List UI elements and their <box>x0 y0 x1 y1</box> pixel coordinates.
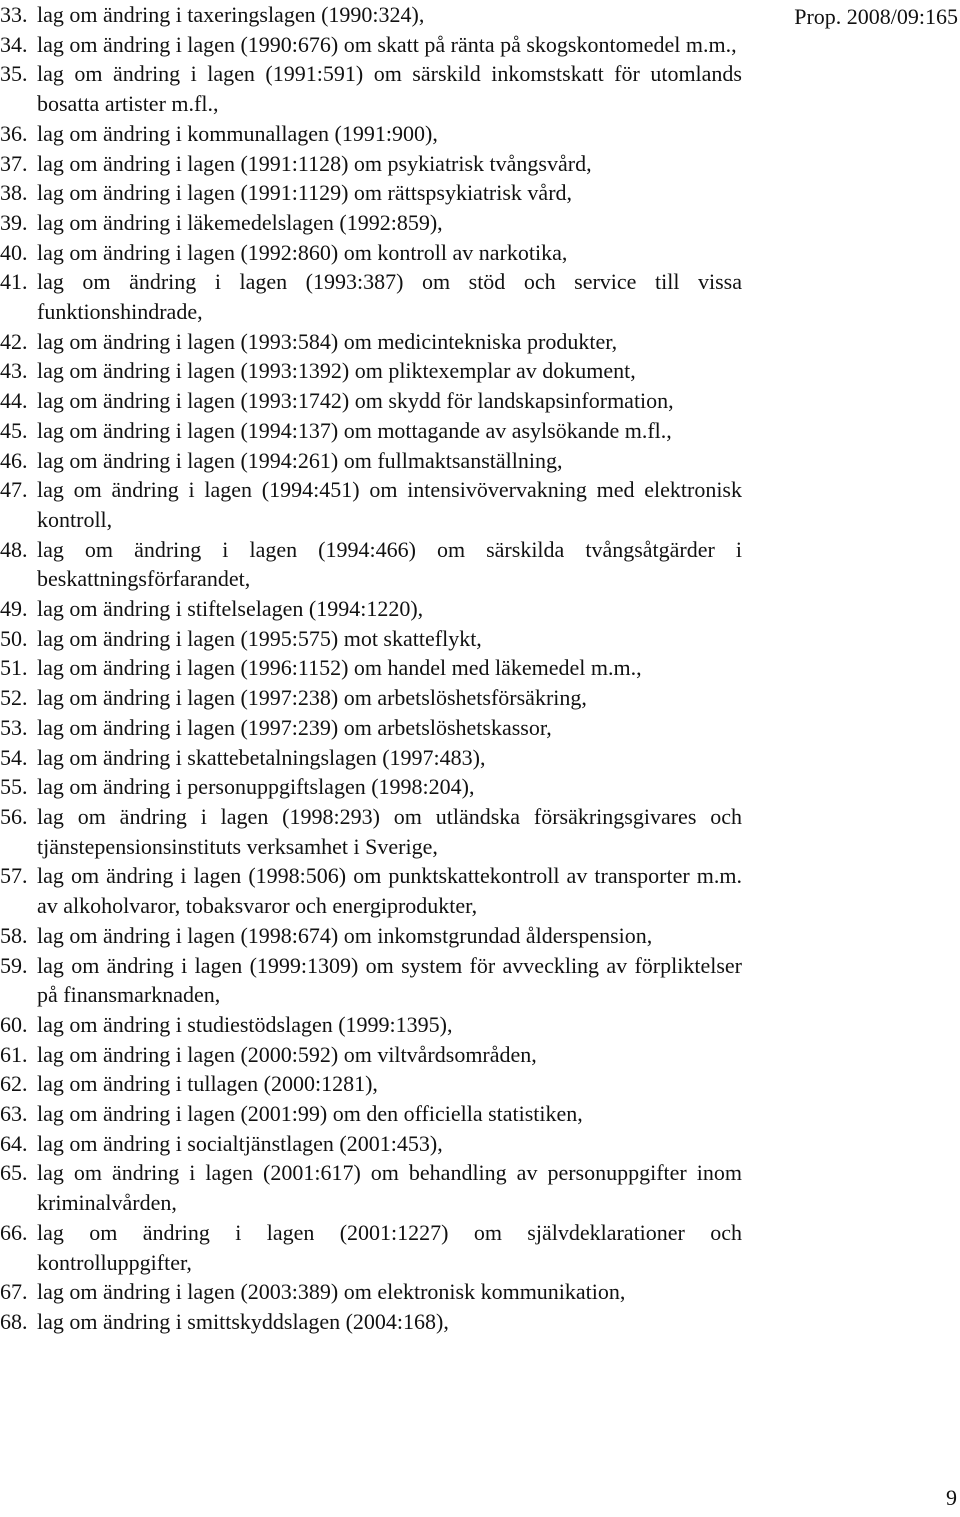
item-text: lag om ändring i lagen (1993:387) om stöd och service till vissa funktionshindrade, <box>37 269 742 325</box>
item-text: lag om ändring i lagen (1993:1392) om pliktexemplar av dokument, <box>37 358 636 384</box>
list-item <box>0 149 742 179</box>
item-number: 33. <box>0 2 28 27</box>
item-number: 59. <box>0 952 28 978</box>
item-number: 46. <box>0 447 28 473</box>
item-text: lag om ändring i lagen (1994:466) om särskilda tvångsåtgärder i beskattningsförfarandet, <box>37 536 742 592</box>
list-item <box>0 772 742 802</box>
item-number: 55. <box>0 774 28 800</box>
list-item <box>0 386 742 416</box>
list-item <box>0 475 742 534</box>
list-item <box>0 238 742 268</box>
item-text: lag om ändring i lagen (1993:1742) om skydd för landskapsinformation, <box>37 388 674 414</box>
item-text: lag om ändring i lagen (1998:674) om inkomstgrundad ålderspension, <box>37 922 653 948</box>
item-number: 50. <box>0 625 28 651</box>
list-item <box>0 624 742 654</box>
item-text: lag om ändring i lagen (1998:506) om punktskattekontroll av transporter m.m. av alkoholvaror, tobaksvaror och energiprodukter, <box>37 863 742 919</box>
list-item <box>0 861 742 920</box>
item-text: lag om ändring i lagen (2001:1227) om självdeklarationer och kontrolluppgifter, <box>37 1219 742 1275</box>
item-text: lag om ändring i lagen (2003:389) om elektronisk kommunikation, <box>37 1279 626 1305</box>
item-text: lag om ändring i lagen (1996:1152) om handel med läkemedel m.m., <box>37 655 642 681</box>
item-number: 49. <box>0 596 28 622</box>
list-item <box>0 178 742 208</box>
list-item <box>0 416 742 446</box>
item-text: lag om ändring i lagen (1990:676) om skatt på ränta på skogskontomedel m.m., <box>37 31 737 57</box>
item-number: 62. <box>0 1071 28 1097</box>
item-text: lag om ändring i lagen (1994:261) om fullmaktsanställning, <box>37 447 563 473</box>
item-text: lag om ändring i socialtjänstlagen (2001:453), <box>37 1130 443 1156</box>
item-text: lag om ändring i lagen (1995:575) mot skatteflykt, <box>37 625 482 651</box>
list-item <box>0 713 742 743</box>
list-item <box>0 1277 742 1307</box>
list-item <box>0 594 742 624</box>
list-item <box>0 1010 742 1040</box>
item-text: lag om ändring i lagen (1994:137) om mottagande av asylsökande m.fl., <box>37 417 672 443</box>
item-text: lag om ändring i tullagen (2000:1281), <box>37 1071 378 1097</box>
list-item <box>0 327 742 357</box>
list-item <box>0 208 742 238</box>
item-number: 38. <box>0 180 28 206</box>
item-number: 64. <box>0 1130 28 1156</box>
item-number: 48. <box>0 536 28 562</box>
item-text: lag om ändring i taxeringslagen (1990:324), <box>37 2 425 27</box>
list-item <box>0 921 742 951</box>
list-item <box>0 683 742 713</box>
item-text: lag om ändring i lagen (1997:239) om arbetslöshetskassor, <box>37 714 552 740</box>
item-number: 44. <box>0 388 28 414</box>
item-text: lag om ändring i lagen (1997:238) om arbetslöshetsförsäkring, <box>37 685 587 711</box>
list-item <box>0 119 742 149</box>
item-text: lag om ändring i skattebetalningslagen (1997:483), <box>37 744 486 770</box>
list-item <box>0 0 742 30</box>
list-item <box>0 267 742 326</box>
list-item <box>0 743 742 773</box>
list-item <box>0 1158 742 1217</box>
item-number: 67. <box>0 1279 28 1305</box>
item-text: lag om ändring i lagen (1994:451) om intensivövervakning med elektronisk kontroll, <box>37 477 742 532</box>
list-item <box>0 535 742 594</box>
item-text: lag om ändring i läkemedelslagen (1992:859), <box>37 209 443 235</box>
item-number: 42. <box>0 328 28 354</box>
item-text: lag om ändring i lagen (1992:860) om kontroll av narkotika, <box>37 239 568 265</box>
item-number: 45. <box>0 417 28 443</box>
item-number: 34. <box>0 31 28 57</box>
item-text: lag om ändring i lagen (2000:592) om viltvårdsområden, <box>37 1041 537 1067</box>
item-text: lag om ändring i lagen (1991:1129) om rättspsykiatrisk vård, <box>37 180 573 206</box>
item-text: lag om ändring i lagen (1991:591) om särskild inkomstskatt för utomlands bosatta artister m.fl., <box>37 61 742 117</box>
item-number: 37. <box>0 150 28 176</box>
item-number: 53. <box>0 714 28 740</box>
item-text: lag om ändring i lagen (1998:293) om utländska försäkringsgivares och tjänstepensionsinstituts verksamhet i Sverige, <box>37 803 742 859</box>
item-number: 47. <box>0 477 28 503</box>
list-item <box>0 951 742 1010</box>
item-number: 57. <box>0 863 28 889</box>
item-number: 63. <box>0 1101 28 1127</box>
item-number: 41. <box>0 269 28 295</box>
list-item <box>0 1040 742 1070</box>
item-number: 43. <box>0 358 28 384</box>
item-number: 35. <box>0 61 28 87</box>
list-item <box>0 1069 742 1099</box>
item-text: lag om ändring i kommunallagen (1991:900), <box>37 120 438 146</box>
item-number: 60. <box>0 1011 28 1037</box>
item-number: 65. <box>0 1160 28 1186</box>
item-number: 51. <box>0 655 28 681</box>
list-item <box>0 59 742 118</box>
item-text: lag om ändring i studiestödslagen (1999:1395), <box>37 1011 453 1037</box>
item-text: lag om ändring i lagen (1993:584) om medicintekniska produkter, <box>37 328 618 354</box>
item-number: 36. <box>0 120 28 146</box>
item-text: lag om ändring i smittskyddslagen (2004:168), <box>37 1308 449 1334</box>
item-text: lag om ändring i lagen (1999:1309) om system för avveckling av förpliktelser på finansmarknaden, <box>37 952 742 1008</box>
page-number: 9 <box>946 1485 957 1510</box>
list-item <box>0 653 742 683</box>
list-item <box>0 1307 742 1337</box>
item-text: lag om ändring i stiftelselagen (1994:1220), <box>37 596 424 622</box>
list-item <box>0 802 742 861</box>
list-item <box>0 1099 742 1129</box>
item-number: 52. <box>0 685 28 711</box>
item-number: 58. <box>0 922 28 948</box>
list-item <box>0 446 742 476</box>
item-text: lag om ändring i personuppgiftslagen (1998:204), <box>37 774 475 800</box>
item-number: 39. <box>0 209 28 235</box>
list-item <box>0 356 742 386</box>
proposition-number: Prop. 2008/09:165 <box>794 4 958 29</box>
list-item <box>0 1218 742 1277</box>
item-number: 56. <box>0 803 28 829</box>
item-text: lag om ändring i lagen (1991:1128) om psykiatrisk tvångsvård, <box>37 150 592 176</box>
item-number: 54. <box>0 744 28 770</box>
list-item <box>0 30 742 60</box>
item-number: 66. <box>0 1219 28 1245</box>
item-text: lag om ändring i lagen (2001:99) om den officiella statistiken, <box>37 1101 583 1127</box>
list-item <box>0 1129 742 1159</box>
item-number: 61. <box>0 1041 28 1067</box>
item-number: 40. <box>0 239 28 265</box>
item-text: lag om ändring i lagen (2001:617) om behandling av personuppgifter inom kriminalvården, <box>37 1160 742 1216</box>
item-number: 68. <box>0 1308 28 1334</box>
